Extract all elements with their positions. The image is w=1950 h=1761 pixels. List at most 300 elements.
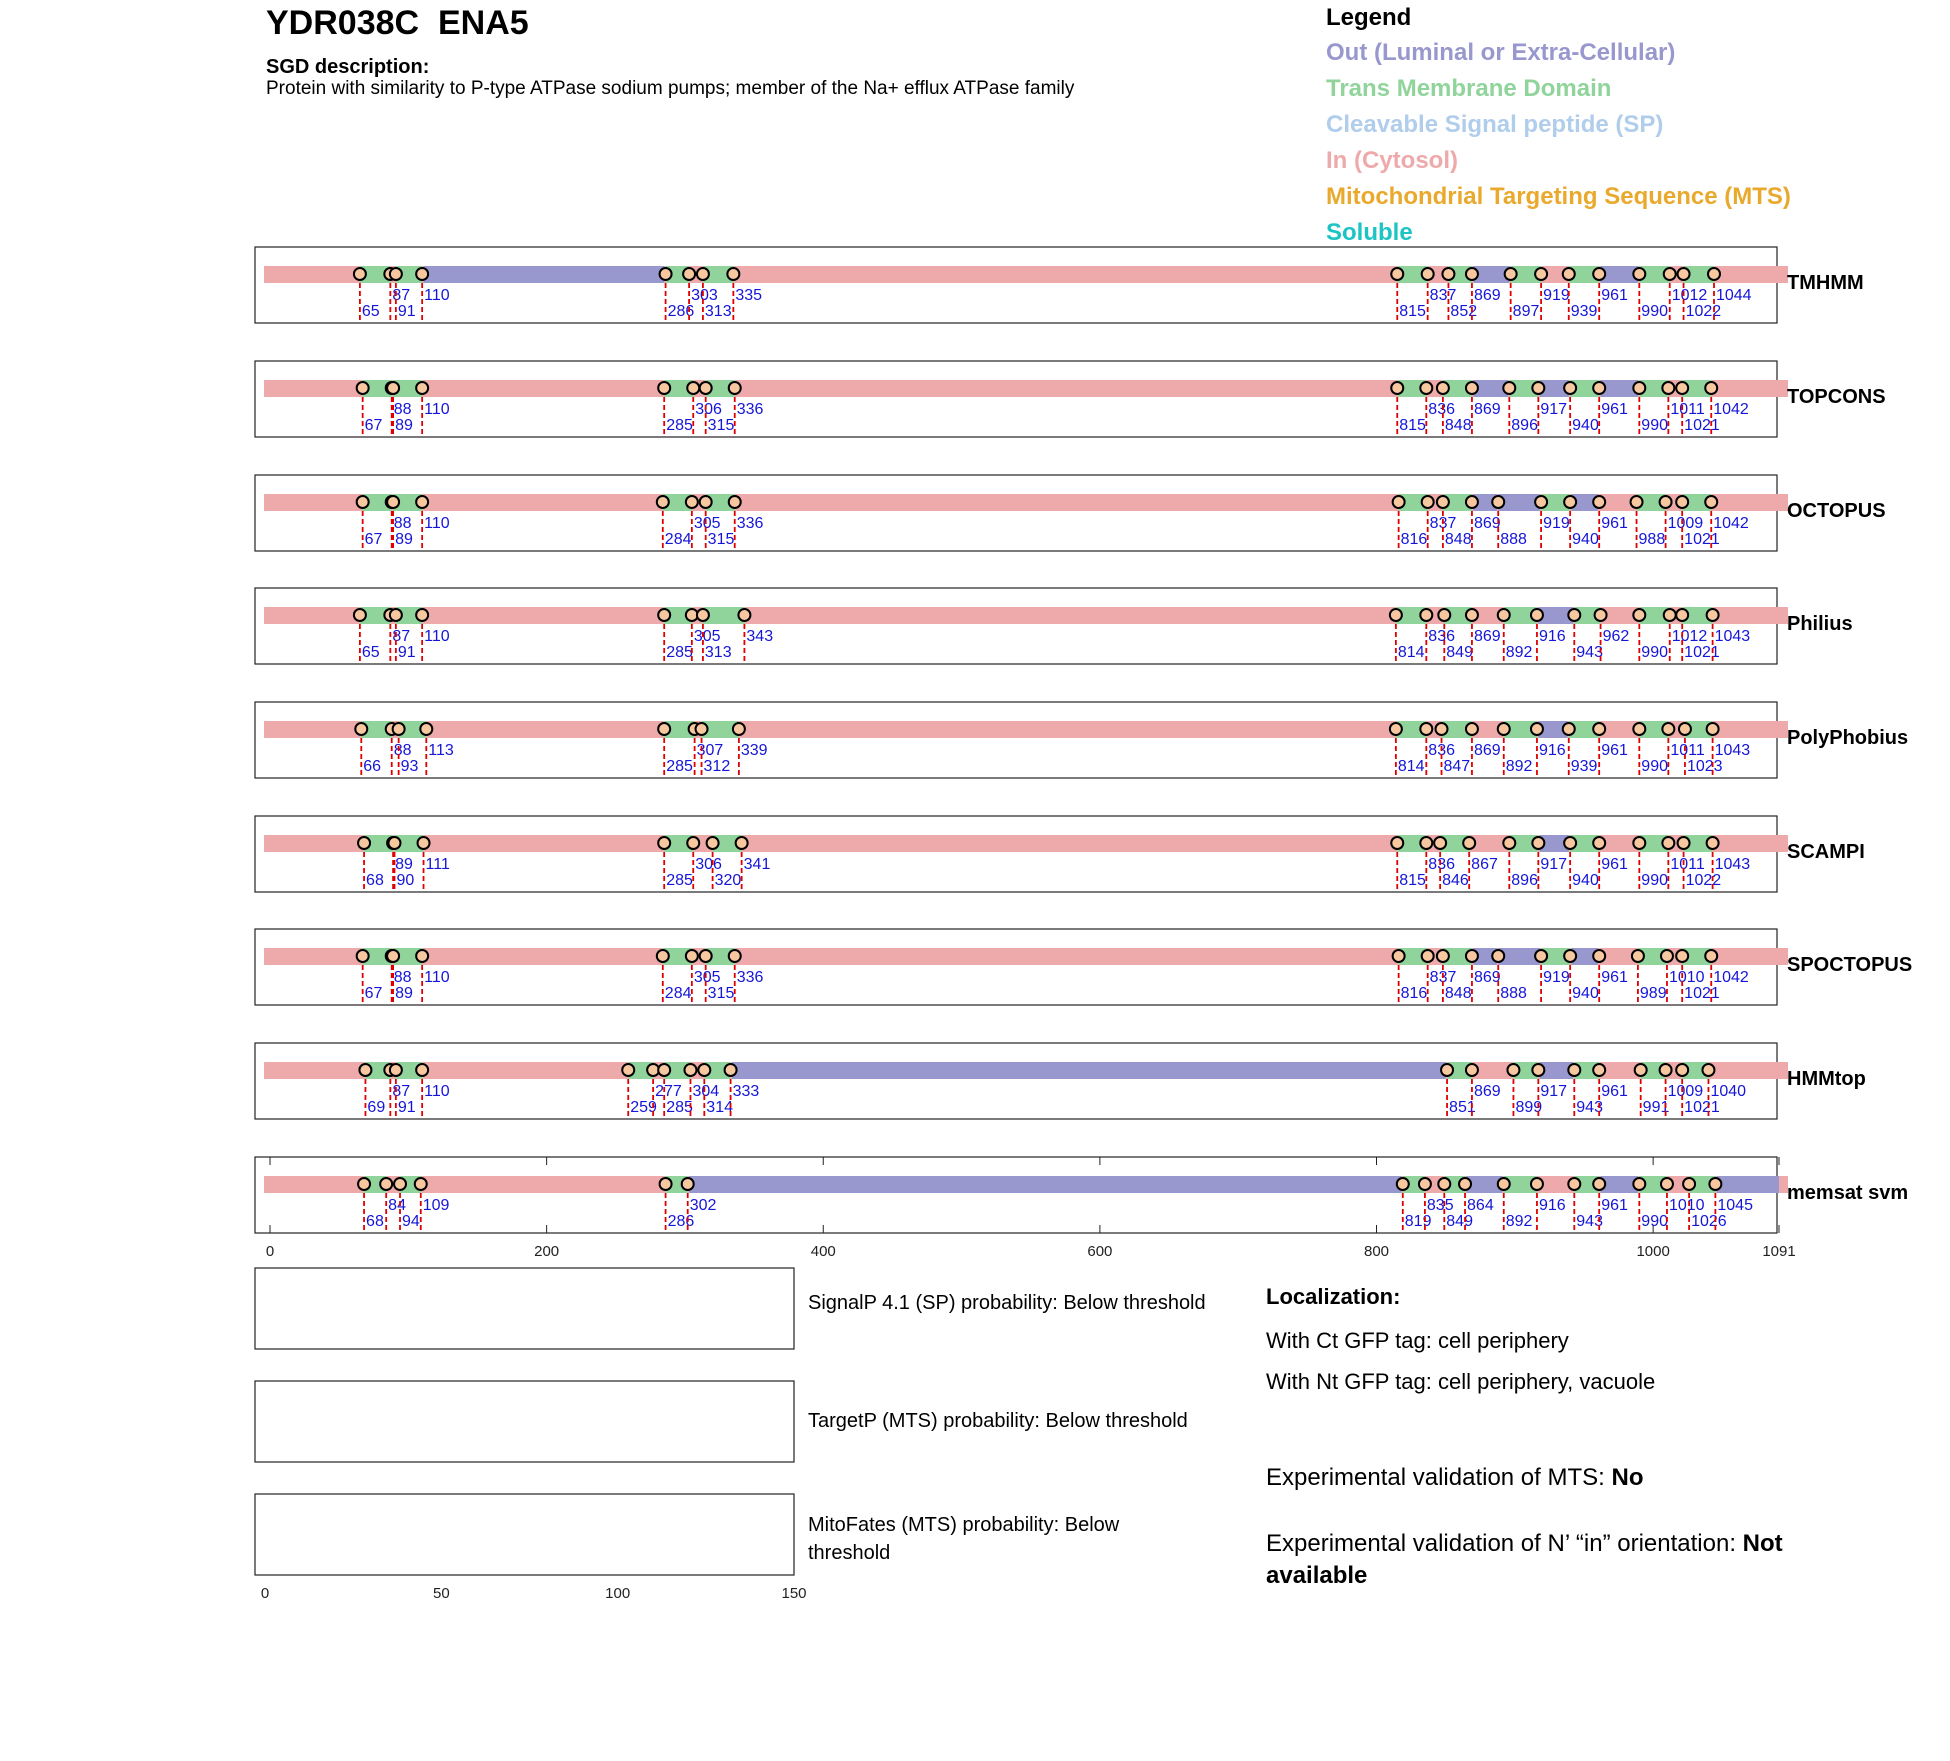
boundary-marker xyxy=(354,268,366,280)
legend-out: Out (Luminal or Extra-Cellular) xyxy=(1326,39,1676,66)
boundary-label: 305 xyxy=(693,969,721,986)
boundary-label: 919 xyxy=(1543,287,1570,304)
boundary-label: 888 xyxy=(1500,985,1527,1002)
boundary-marker xyxy=(1709,1178,1721,1190)
boundary-label: 1022 xyxy=(1685,872,1722,889)
boundary-marker xyxy=(1593,1064,1605,1076)
boundary-marker xyxy=(700,382,712,394)
boundary-marker xyxy=(416,950,428,962)
boundary-label: 110 xyxy=(424,1083,450,1100)
boundary-marker xyxy=(1564,837,1576,849)
boundary-marker xyxy=(1390,609,1402,621)
boundary-marker xyxy=(390,268,402,280)
boundary-label: 836 xyxy=(1428,628,1456,645)
boundary-label: 869 xyxy=(1473,628,1501,645)
boundary-marker xyxy=(1391,268,1403,280)
boundary-label: 892 xyxy=(1505,758,1533,775)
boundary-marker xyxy=(684,1064,696,1076)
boundary-marker xyxy=(1437,382,1449,394)
boundary-marker xyxy=(658,609,670,621)
boundary-marker xyxy=(1531,723,1543,735)
boundary-marker xyxy=(1678,837,1690,849)
boundary-label: 284 xyxy=(664,985,692,1002)
boundary-marker xyxy=(687,837,699,849)
boundary-marker xyxy=(1564,496,1576,508)
track-octopus xyxy=(255,475,1886,551)
boundary-label: 815 xyxy=(1399,417,1426,434)
boundary-label: 68 xyxy=(366,1213,384,1230)
boundary-label: 87 xyxy=(392,628,411,645)
boundary-marker xyxy=(394,1178,406,1190)
boundary-marker xyxy=(1564,950,1576,962)
track-name: OCTOPUS xyxy=(1787,500,1886,522)
boundary-marker xyxy=(358,1178,370,1190)
boundary-marker xyxy=(1420,382,1432,394)
boundary-label: 852 xyxy=(1450,303,1478,320)
boundary-label: 916 xyxy=(1538,742,1566,759)
boundary-label: 91 xyxy=(397,303,416,320)
boundary-marker xyxy=(1705,496,1717,508)
x-tick-label: 0 xyxy=(265,1243,275,1260)
boundary-marker xyxy=(393,723,405,735)
track-frame xyxy=(255,702,1777,778)
boundary-marker xyxy=(387,950,399,962)
boundary-label: 848 xyxy=(1444,531,1472,548)
boundary-marker xyxy=(1661,1178,1673,1190)
boundary-label: 1023 xyxy=(1686,758,1723,775)
probability-tick-label: 0 xyxy=(260,1585,270,1602)
boundary-label: 66 xyxy=(363,758,382,775)
boundary-label: 110 xyxy=(424,628,450,645)
boundary-marker xyxy=(1707,609,1719,621)
boundary-label: 836 xyxy=(1428,401,1456,418)
out-segment xyxy=(1601,1176,1638,1193)
boundary-label: 1021 xyxy=(1684,985,1720,1002)
x-tick-label: 200 xyxy=(534,1243,560,1260)
boundary-marker xyxy=(1390,723,1402,735)
boundary-marker xyxy=(1633,268,1645,280)
boundary-label: 896 xyxy=(1511,417,1538,434)
out-segment xyxy=(1601,266,1638,283)
localization-title: Localization: xyxy=(1266,1284,1401,1309)
boundary-label: 1043 xyxy=(1714,628,1751,645)
track-frame xyxy=(255,361,1777,437)
boundary-label: 815 xyxy=(1399,303,1426,320)
boundary-label: 849 xyxy=(1446,1213,1473,1230)
orientation-validation-label: Experimental validation of N’ “in” orientation: xyxy=(1266,1530,1743,1557)
boundary-label: 990 xyxy=(1641,1213,1669,1230)
boundary-marker xyxy=(1535,950,1547,962)
boundary-marker xyxy=(1664,609,1676,621)
probability-frame xyxy=(255,1494,794,1575)
boundary-marker xyxy=(1466,268,1478,280)
boundary-label: 943 xyxy=(1576,644,1603,661)
track-frame xyxy=(255,929,1777,1005)
boundary-label: 990 xyxy=(1641,417,1669,434)
boundary-label: 94 xyxy=(402,1213,420,1230)
boundary-marker xyxy=(1492,950,1504,962)
boundary-marker xyxy=(1568,1064,1580,1076)
boundary-label: 110 xyxy=(424,515,450,532)
boundary-marker xyxy=(1633,1178,1645,1190)
x-tick-label: 1091 xyxy=(1762,1243,1796,1260)
boundary-label: 1043 xyxy=(1714,742,1751,759)
boundary-marker xyxy=(1676,609,1688,621)
out-segment xyxy=(1717,1176,1779,1193)
boundary-marker xyxy=(729,496,741,508)
localization-ct: With Ct GFP tag: cell periphery xyxy=(1266,1328,1569,1353)
boundary-marker xyxy=(686,950,698,962)
boundary-marker xyxy=(1631,496,1643,508)
boundary-label: 89 xyxy=(395,531,413,548)
boundary-label: 286 xyxy=(667,303,695,320)
boundary-label: 1026 xyxy=(1691,1213,1727,1230)
boundary-marker xyxy=(1466,723,1478,735)
boundary-marker xyxy=(387,496,399,508)
boundary-label: 919 xyxy=(1543,515,1570,532)
track-name: TOPCONS xyxy=(1787,386,1886,408)
boundary-label: 990 xyxy=(1641,303,1669,320)
orientation-validation-value: Not available xyxy=(1266,1530,1783,1589)
boundary-marker xyxy=(687,382,699,394)
boundary-label: 320 xyxy=(714,872,742,889)
boundary-label: 989 xyxy=(1639,985,1667,1002)
boundary-label: 869 xyxy=(1473,287,1501,304)
boundary-marker xyxy=(390,1064,402,1076)
boundary-marker xyxy=(729,950,741,962)
boundary-label: 837 xyxy=(1429,287,1457,304)
boundary-marker xyxy=(660,1178,672,1190)
boundary-label: 306 xyxy=(695,856,722,873)
boundary-marker xyxy=(1419,1178,1431,1190)
boundary-label: 1010 xyxy=(1668,1197,1705,1214)
boundary-label: 65 xyxy=(361,644,380,661)
track-frame xyxy=(255,588,1777,664)
boundary-marker xyxy=(738,609,750,621)
boundary-marker xyxy=(725,1064,737,1076)
boundary-marker xyxy=(1661,950,1673,962)
boundary-marker xyxy=(1568,1178,1580,1190)
boundary-marker xyxy=(1660,1064,1672,1076)
boundary-label: 917 xyxy=(1540,1083,1568,1100)
boundary-marker xyxy=(1679,723,1691,735)
boundary-label: 113 xyxy=(428,742,454,759)
boundary-marker xyxy=(1633,837,1645,849)
boundary-marker xyxy=(657,950,669,962)
boundary-label: 940 xyxy=(1572,985,1599,1002)
boundary-label: 110 xyxy=(424,401,450,418)
boundary-label: 93 xyxy=(400,758,419,775)
mts-validation xyxy=(1266,1462,1866,1494)
boundary-label: 848 xyxy=(1444,985,1472,1002)
boundary-marker xyxy=(682,1178,694,1190)
boundary-marker xyxy=(729,382,741,394)
boundary-marker xyxy=(1593,1178,1605,1190)
gene-id: YDR038C xyxy=(266,4,420,42)
boundary-marker xyxy=(1466,609,1478,621)
boundary-marker xyxy=(1662,837,1674,849)
boundary-label: 816 xyxy=(1400,531,1428,548)
boundary-label: 961 xyxy=(1601,287,1628,304)
boundary-marker xyxy=(1393,950,1405,962)
boundary-label: 846 xyxy=(1442,872,1469,889)
boundary-label: 89 xyxy=(395,856,413,873)
boundary-marker xyxy=(1707,723,1719,735)
sgd-description: Protein with similarity to P-type ATPase sodium pumps; member of the Na+ efflux ATPase family xyxy=(266,78,1075,99)
boundary-marker xyxy=(1422,950,1434,962)
boundary-marker xyxy=(1397,1178,1409,1190)
boundary-marker xyxy=(1459,1178,1471,1190)
boundary-marker xyxy=(1593,723,1605,735)
boundary-marker xyxy=(683,268,695,280)
boundary-marker xyxy=(1391,382,1403,394)
boundary-marker xyxy=(388,837,400,849)
boundary-label: 851 xyxy=(1449,1099,1476,1116)
boundary-label: 816 xyxy=(1400,985,1428,1002)
boundary-marker xyxy=(1503,382,1515,394)
boundary-label: 892 xyxy=(1505,644,1533,661)
boundary-marker xyxy=(1707,837,1719,849)
boundary-label: 814 xyxy=(1397,644,1425,661)
boundary-marker xyxy=(1705,382,1717,394)
boundary-label: 869 xyxy=(1473,401,1501,418)
boundary-label: 84 xyxy=(388,1197,406,1214)
boundary-label: 1042 xyxy=(1713,969,1749,986)
boundary-label: 867 xyxy=(1471,856,1498,873)
boundary-marker xyxy=(416,496,428,508)
boundary-marker xyxy=(1632,950,1644,962)
boundary-label: 87 xyxy=(392,287,411,304)
boundary-label: 991 xyxy=(1642,1099,1670,1116)
boundary-marker xyxy=(1498,723,1510,735)
boundary-label: 87 xyxy=(392,1083,411,1100)
boundary-label: 110 xyxy=(424,969,450,986)
boundary-label: 917 xyxy=(1540,856,1568,873)
boundary-marker xyxy=(357,950,369,962)
boundary-label: 1045 xyxy=(1717,1197,1753,1214)
boundary-label: 939 xyxy=(1570,303,1598,320)
boundary-marker xyxy=(418,837,430,849)
track-frame xyxy=(255,1043,1777,1119)
boundary-label: 990 xyxy=(1641,644,1669,661)
boundary-label: 111 xyxy=(425,856,450,873)
boundary-label: 1021 xyxy=(1684,644,1720,661)
boundary-marker xyxy=(658,382,670,394)
boundary-label: 814 xyxy=(1397,758,1425,775)
boundary-label: 961 xyxy=(1601,515,1628,532)
boundary-label: 961 xyxy=(1601,856,1628,873)
boundary-marker xyxy=(1532,1064,1544,1076)
boundary-marker xyxy=(1662,382,1674,394)
boundary-label: 333 xyxy=(732,1083,760,1100)
boundary-marker xyxy=(736,837,748,849)
boundary-marker xyxy=(1438,1178,1450,1190)
boundary-label: 285 xyxy=(666,417,693,434)
boundary-marker xyxy=(1437,496,1449,508)
boundary-label: 339 xyxy=(740,742,768,759)
prediction-tracks xyxy=(255,247,1912,1260)
boundary-marker xyxy=(700,950,712,962)
boundary-marker xyxy=(1535,496,1547,508)
boundary-marker xyxy=(1498,609,1510,621)
boundary-label: 306 xyxy=(695,401,722,418)
signalp-probability: SignalP 4.1 (SP) probability: Below threshold xyxy=(808,1292,1206,1314)
boundary-label: 1009 xyxy=(1667,1083,1704,1100)
boundary-label: 303 xyxy=(691,287,718,304)
boundary-label: 1042 xyxy=(1713,401,1749,418)
boundary-label: 1021 xyxy=(1684,1099,1720,1116)
track-scampi xyxy=(255,816,1865,892)
boundary-label: 1042 xyxy=(1713,515,1749,532)
boundary-label: 305 xyxy=(693,628,721,645)
boundary-label: 897 xyxy=(1512,303,1540,320)
boundary-marker xyxy=(1531,609,1543,621)
boundary-label: 849 xyxy=(1446,644,1473,661)
boundary-marker xyxy=(1466,382,1478,394)
boundary-marker xyxy=(1437,950,1449,962)
boundary-label: 314 xyxy=(706,1099,734,1116)
out-segment xyxy=(732,1062,1446,1079)
probability-tick-label: 100 xyxy=(605,1585,631,1602)
boundary-marker xyxy=(1532,837,1544,849)
boundary-marker xyxy=(1505,268,1517,280)
out-segment xyxy=(1601,380,1638,397)
track-hmmtop xyxy=(255,1043,1866,1119)
track-name: Philius xyxy=(1787,613,1853,635)
boundary-label: 65 xyxy=(361,303,380,320)
boundary-marker xyxy=(416,268,428,280)
boundary-marker xyxy=(707,837,719,849)
boundary-label: 888 xyxy=(1500,531,1527,548)
boundary-label: 990 xyxy=(1641,758,1669,775)
legend-soluble: Soluble xyxy=(1326,219,1413,246)
boundary-marker xyxy=(387,382,399,394)
boundary-label: 1021 xyxy=(1684,531,1720,548)
boundary-marker xyxy=(357,496,369,508)
track-name: SPOCTOPUS xyxy=(1787,954,1913,976)
boundary-label: 869 xyxy=(1473,742,1501,759)
boundary-marker xyxy=(355,723,367,735)
track-name: TMHMM xyxy=(1787,272,1864,294)
out-segment xyxy=(689,1176,1401,1193)
boundary-marker xyxy=(1442,268,1454,280)
boundary-label: 961 xyxy=(1601,401,1628,418)
boundary-label: 88 xyxy=(393,742,412,759)
boundary-marker xyxy=(1662,723,1674,735)
boundary-label: 1011 xyxy=(1670,401,1705,418)
boundary-marker xyxy=(658,837,670,849)
boundary-marker xyxy=(1434,837,1446,849)
boundary-marker xyxy=(1678,268,1690,280)
boundary-label: 1043 xyxy=(1714,856,1751,873)
boundary-marker xyxy=(658,723,670,735)
boundary-label: 1011 xyxy=(1670,856,1705,873)
boundary-label: 869 xyxy=(1473,969,1501,986)
track-frame xyxy=(255,816,1777,892)
track-name: memsat svm xyxy=(1787,1182,1909,1204)
gene-name: ENA5 xyxy=(437,4,529,42)
boundary-marker xyxy=(1503,837,1515,849)
boundary-label: 943 xyxy=(1576,1213,1603,1230)
boundary-marker xyxy=(416,609,428,621)
boundary-label: 302 xyxy=(689,1197,717,1214)
boundary-marker xyxy=(696,723,708,735)
boundary-label: 68 xyxy=(366,872,384,889)
boundary-label: 962 xyxy=(1602,628,1630,645)
boundary-marker xyxy=(660,268,672,280)
boundary-marker xyxy=(416,382,428,394)
boundary-marker xyxy=(1436,723,1448,735)
boundary-label: 91 xyxy=(397,1099,416,1116)
boundary-marker xyxy=(1532,382,1544,394)
boundary-label: 837 xyxy=(1429,515,1457,532)
track-polyphobius xyxy=(255,702,1908,778)
boundary-label: 917 xyxy=(1540,401,1568,418)
boundary-marker xyxy=(1660,496,1672,508)
probability-frame xyxy=(255,1268,794,1349)
boundary-marker xyxy=(416,1064,428,1076)
boundary-label: 837 xyxy=(1429,969,1457,986)
boundary-label: 916 xyxy=(1538,1197,1566,1214)
boundary-label: 943 xyxy=(1576,1099,1603,1116)
legend-title: Legend xyxy=(1326,4,1412,31)
boundary-marker xyxy=(697,268,709,280)
boundary-marker xyxy=(415,1178,427,1190)
legend-in: In (Cytosol) xyxy=(1326,147,1458,174)
boundary-marker xyxy=(1705,950,1717,962)
boundary-label: 1040 xyxy=(1710,1083,1747,1100)
boundary-marker xyxy=(380,1178,392,1190)
boundary-marker xyxy=(1466,950,1478,962)
boundary-marker xyxy=(1420,837,1432,849)
boundary-label: 341 xyxy=(743,856,771,873)
boundary-label: 284 xyxy=(664,531,692,548)
boundary-marker xyxy=(1683,1178,1695,1190)
boundary-marker xyxy=(390,609,402,621)
boundary-label: 285 xyxy=(666,1099,693,1116)
mitofates-probability: MitoFates (MTS) probability: Below threshold xyxy=(808,1514,1120,1564)
boundary-label: 285 xyxy=(666,758,693,775)
boundary-marker xyxy=(1676,496,1688,508)
boundary-marker xyxy=(357,382,369,394)
boundary-marker xyxy=(1463,837,1475,849)
boundary-marker xyxy=(1593,382,1605,394)
track-spoctopus xyxy=(255,929,1912,1005)
track-frame xyxy=(255,1157,1777,1233)
boundary-marker xyxy=(1664,268,1676,280)
track-name: SCAMPI xyxy=(1787,841,1865,863)
boundary-label: 819 xyxy=(1404,1213,1432,1230)
boundary-marker xyxy=(1466,496,1478,508)
boundary-marker xyxy=(1393,496,1405,508)
boundary-marker xyxy=(1420,609,1432,621)
boundary-label: 343 xyxy=(746,628,774,645)
boundary-marker xyxy=(1595,609,1607,621)
track-name: HMMtop xyxy=(1787,1068,1866,1090)
boundary-label: 336 xyxy=(736,515,764,532)
out-segment xyxy=(424,266,665,283)
boundary-marker xyxy=(420,723,432,735)
boundary-marker xyxy=(733,723,745,735)
boundary-marker xyxy=(686,496,698,508)
boundary-label: 313 xyxy=(704,644,732,661)
x-tick-label: 600 xyxy=(1087,1243,1113,1260)
boundary-label: 88 xyxy=(393,515,412,532)
boundary-label: 961 xyxy=(1601,1083,1628,1100)
boundary-marker xyxy=(354,609,366,621)
x-tick-label: 1000 xyxy=(1636,1243,1670,1260)
boundary-marker xyxy=(727,268,739,280)
